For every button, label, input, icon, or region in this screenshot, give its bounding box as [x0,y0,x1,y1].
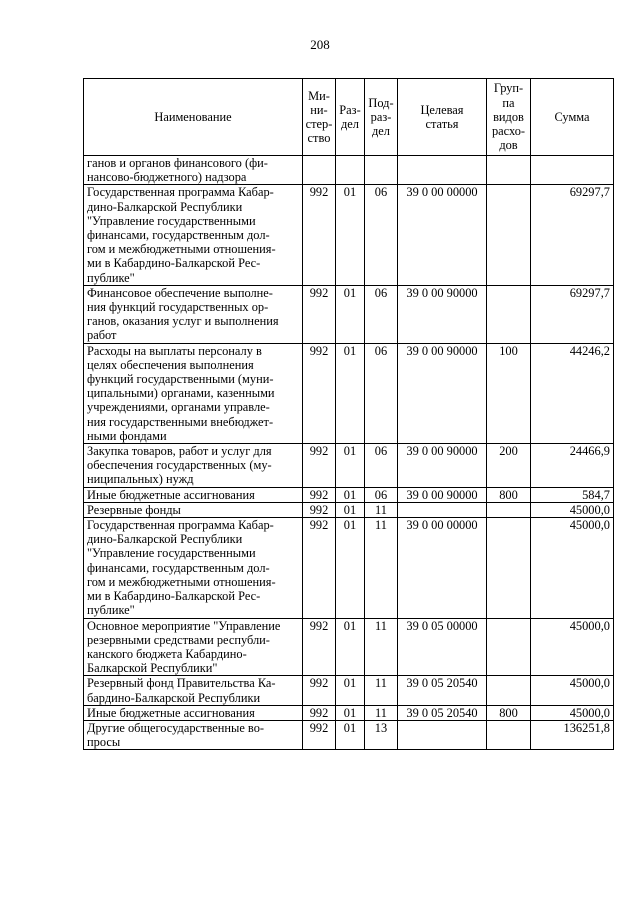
row-section: 01 [336,185,365,285]
row-section: 01 [336,705,365,720]
table-header-row [84,79,614,156]
row-ministry: 992 [303,343,336,443]
row-name: Финансовое обеспечение выполне- ния функций государственных ор- ганов, оказания услуг и выполнения работ [84,285,303,343]
row-amount: 45000,0 [531,676,614,705]
row-expense-group [487,156,531,185]
row-section: 01 [336,343,365,443]
row-target [398,720,487,749]
table-row [84,618,614,676]
row-expense-group: 200 [487,444,531,488]
row-target: 39 0 00 90000 [398,444,487,488]
row-target: 39 0 05 20540 [398,676,487,705]
header-ministry: Ми- ни- стер- ство [303,79,336,156]
table-row [84,285,614,343]
row-ministry: 992 [303,676,336,705]
row-expense-group [487,618,531,676]
row-name: Другие общегосударственные во- просы [84,720,303,749]
row-name: Государственная программа Кабар- дино-Балкарской Республики "Управление государственными финансами, государственным дол- гом и межбюджетными отношения- ми в Кабардино-Балкарской Рес- публике" [84,518,303,618]
row-section [336,156,365,185]
row-amount: 69297,7 [531,185,614,285]
row-ministry: 992 [303,720,336,749]
table-row [84,705,614,720]
row-ministry: 992 [303,705,336,720]
table-row [84,343,614,443]
row-target: 39 0 00 00000 [398,518,487,618]
row-target [398,502,487,517]
header-section: Раз- дел [336,79,365,156]
budget-table [83,78,614,750]
row-expense-group: 800 [487,705,531,720]
row-ministry [303,156,336,185]
row-expense-group [487,502,531,517]
table-row [84,185,614,285]
row-ministry: 992 [303,618,336,676]
row-target: 39 0 00 90000 [398,343,487,443]
row-section: 01 [336,676,365,705]
row-subsection: 11 [365,502,398,517]
row-section: 01 [336,285,365,343]
row-section: 01 [336,618,365,676]
row-target: 39 0 00 00000 [398,185,487,285]
row-name: Государственная программа Кабар- дино-Балкарской Республики "Управление государственными финансами, государственным дол- гом и межбюджетными отношения- ми в Кабардино-Балкарской Рес- публике" [84,185,303,285]
table-row [84,487,614,502]
row-section: 01 [336,518,365,618]
header-subsection: Под- раз- дел [365,79,398,156]
row-expense-group: 100 [487,343,531,443]
row-expense-group: 800 [487,487,531,502]
row-section: 01 [336,487,365,502]
row-name: Резервные фонды [84,502,303,517]
row-name: ганов и органов финансового (фи- нансово-бюджетного) надзора [84,156,303,185]
row-expense-group [487,185,531,285]
row-ministry: 992 [303,185,336,285]
row-amount: 136251,8 [531,720,614,749]
row-target: 39 0 05 00000 [398,618,487,676]
row-amount: 45000,0 [531,502,614,517]
row-subsection [365,156,398,185]
row-subsection: 11 [365,618,398,676]
table-row [84,444,614,488]
row-name: Расходы на выплаты персоналу в целях обеспечения выполнения функций государственными (муни- ципальными) органами, казенными учреждениями, органами управле- ния государственными внебюджет- ными фондами [84,343,303,443]
header-target: Целевая статья [398,79,487,156]
table-row [84,518,614,618]
row-amount: 69297,7 [531,285,614,343]
row-expense-group [487,518,531,618]
row-name: Иные бюджетные ассигнования [84,487,303,502]
table-row [84,156,614,185]
row-subsection: 11 [365,676,398,705]
header-amount: Сумма [531,79,614,156]
row-subsection: 06 [365,343,398,443]
row-ministry: 992 [303,285,336,343]
table-row [84,720,614,749]
row-ministry: 992 [303,444,336,488]
row-name: Резервный фонд Правительства Ка- бардино-Балкарской Республики [84,676,303,705]
row-ministry: 992 [303,502,336,517]
row-section: 01 [336,444,365,488]
row-expense-group [487,285,531,343]
row-amount: 44246,2 [531,343,614,443]
row-name: Иные бюджетные ассигнования [84,705,303,720]
row-ministry: 992 [303,487,336,502]
row-ministry: 992 [303,518,336,618]
row-subsection: 11 [365,518,398,618]
table-row [84,502,614,517]
header-name: Наименование [84,79,303,156]
row-target: 39 0 00 90000 [398,487,487,502]
row-subsection: 06 [365,285,398,343]
row-subsection: 13 [365,720,398,749]
row-expense-group [487,720,531,749]
row-subsection: 06 [365,487,398,502]
row-subsection: 06 [365,185,398,285]
row-expense-group [487,676,531,705]
row-amount: 45000,0 [531,518,614,618]
row-amount: 584,7 [531,487,614,502]
row-section: 01 [336,502,365,517]
row-target: 39 0 00 90000 [398,285,487,343]
row-amount: 24466,9 [531,444,614,488]
row-amount [531,156,614,185]
row-amount: 45000,0 [531,618,614,676]
page-number: 208 [310,37,330,52]
row-subsection: 11 [365,705,398,720]
row-section: 01 [336,720,365,749]
row-name: Закупка товаров, работ и услуг для обеспечения государственных (му- ниципальных) нужд [84,444,303,488]
table-row [84,676,614,705]
row-target [398,156,487,185]
row-subsection: 06 [365,444,398,488]
row-target: 39 0 05 20540 [398,705,487,720]
row-amount: 45000,0 [531,705,614,720]
row-name: Основное мероприятие "Управление резервными средствами республи- канского бюджета Кабардино- Балкарской Республики" [84,618,303,676]
header-expense-group: Груп- па видов расхо- дов [487,79,531,156]
